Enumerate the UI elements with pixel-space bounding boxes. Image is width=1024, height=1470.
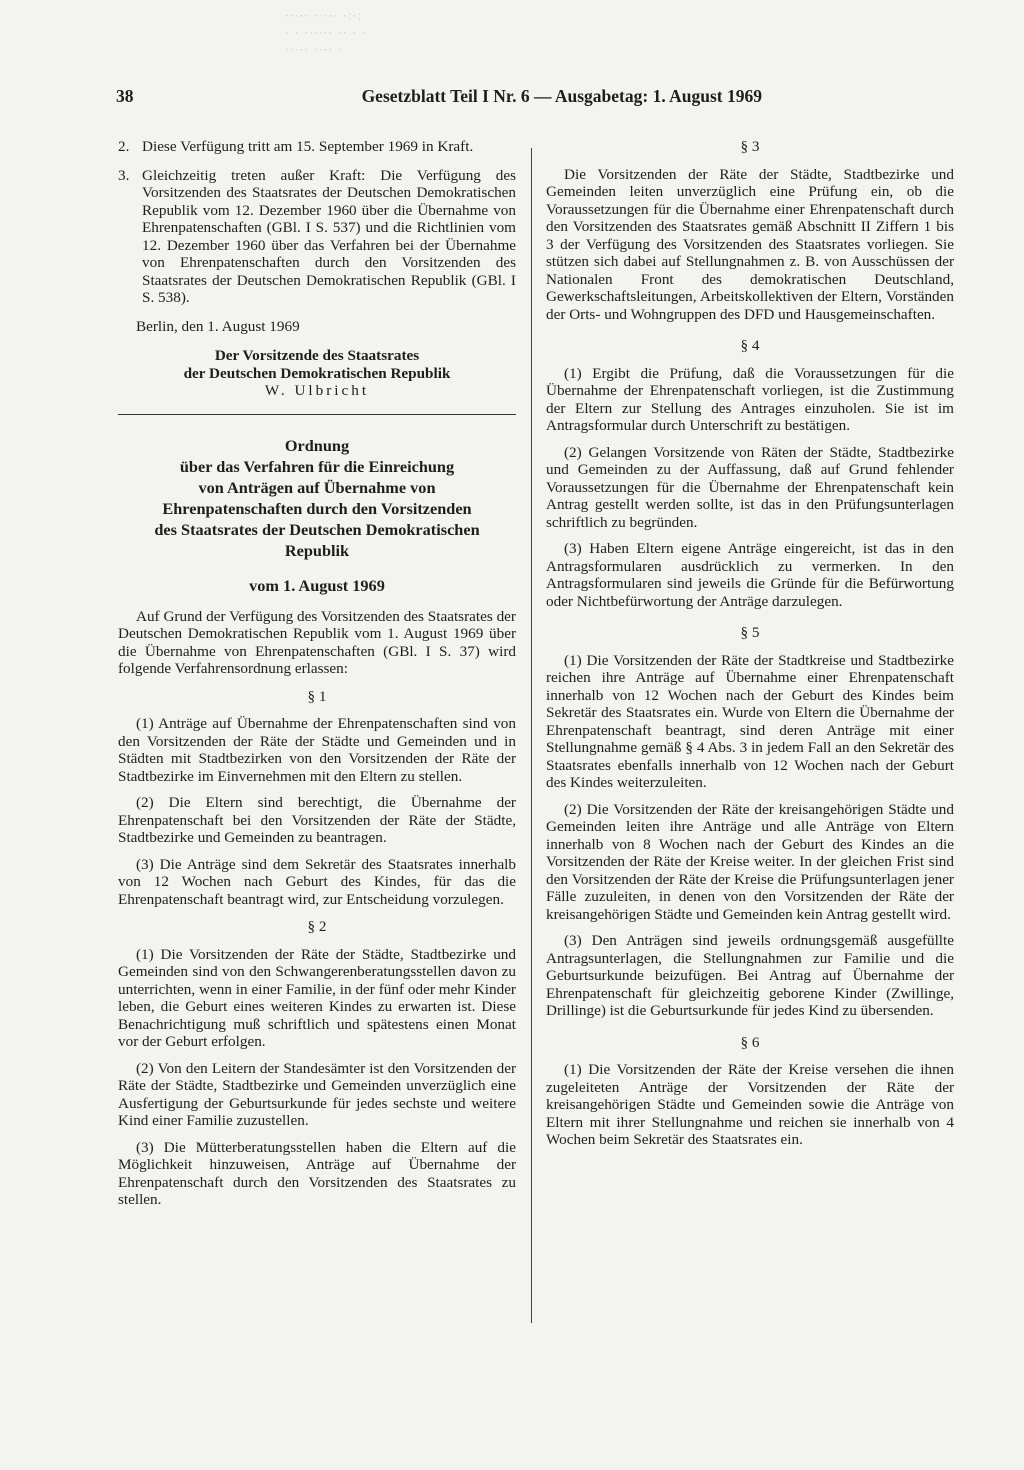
paragraph: (3) Die Anträge sind dem Sekretär des Staatsrates innerhalb von 12 Wochen nach Geburt des Kindes, für das die Ehrenpatenschaft beantragt wird, zur Entscheidung vorzulegen. (118, 855, 516, 908)
order-title-line: Ehrenpatenschaften durch den Vorsitzenden (162, 498, 472, 518)
stamp-line: ····· · ··· ·:·: (285, 9, 363, 23)
paragraph: Die Vorsitzenden der Räte der Städte, Stadtbezirke und Gemeinden leiten unverzüglich eine Prüfung ein, ob die Voraussetzungen für die Übernahme einer Ehrenpatenschaft durch den Vorsitzenden des Staatsrates gemäß Abschnitt II Ziffern 1 bis 3 der Verfügung des Vorsitzenden des Staatsrates vorliegen. Sie stützen sich dabei auf Stellungnahmen z. B. von Ausschüssen der Nationalen Front des demokratischen Deutschland, Gewerkschaftsleitungen, Arbeitskollektiven der Eltern, Vorständen der Orts- und Wohngruppen des DFD und Hausgemeinschaften. (546, 165, 954, 323)
paragraph: (2) Die Vorsitzenden der Räte der kreisangehörigen Städte und Gemeinden leiten ihre Anträge und alle Anträge von Eltern innerhalb von 8 Wochen nach der Geburt des Kindes an die Vorsitzenden der Räte der Kreise weiter. In der gleichen Frist sind den Vorsitzenden der Räte der Kreise die Prüfungsunterlagen jener Fälle zuzuleiten, in denen von den Vorsitzenden der Räte der kreisangehörigen Städte und Gemeinden kein Antrag gestellt wird. (546, 800, 954, 923)
paragraph: (3) Haben Eltern eigene Anträge eingereicht, ist das in den Antragsformularen ausdrücklich zu vermerken. In den Antragsformularen sind jeweils die Gründe für die Befürwortung oder Nichtbefürwortung der Anträge darzulegen. (546, 540, 954, 610)
section-heading-3: § 3 (740, 138, 760, 155)
order-title-line: des Staatsrates der Deutschen Demokratischen (154, 519, 480, 539)
preamble: Auf Grund der Verfügung des Vorsitzenden des Staatsrates der Deutschen Demokratischen Republik vom 1. August 1969 über die Übernahme von Ehrenpatenschaften (GBl. I S. 37) wird folgende Verfahrensordnung erlassen: (118, 607, 516, 677)
left-column (118, 138, 516, 1209)
order-title (118, 435, 516, 561)
section-heading-5: § 5 (740, 624, 760, 641)
signer-name: W. Ulbricht (264, 382, 370, 399)
paragraph: (3) Den Anträgen sind jeweils ordnungsgemäß ausgefüllte Antragsunterlagen, die Stellungnahmen zur Familie und die Geburtsurkunde beizufügen. Bei Antrag auf Übernahme der Ehrenpatenschaft für gleichzeitig geborene Kinder (Zwillinge, Drillinge) ist die Geburtsurkunde für jedes Kind zu übersenden. (546, 932, 954, 1019)
order-title-line: über das Verfahren für die Einreichung (179, 456, 455, 476)
paragraph: (1) Ergibt die Prüfung, daß die Voraussetzungen für die Übernahme der Ehrenpatenschaft vorliegen, ist die Zustimmung der Eltern zur Stellung des Antrages einzuholen. Sie ist im Antragsformular durch Unterschrift zu bestätigen. (546, 364, 954, 434)
right-column (546, 138, 954, 1149)
order-title-line: Republik (284, 540, 350, 560)
order-title-line: von Anträgen auf Übernahme von (198, 477, 436, 497)
paragraph: (1) Die Vorsitzenden der Räte der Städte, Stadtbezirke und Gemeinden sind von den Schwangerenberatungsstellen davon zu unterrichten, wenn in einer Familie, in der fünf oder mehr Kinder leben, die Geburt eines weiteren Kindes zu erwarten ist. Diese Benachrichtigung muß schriftlich und spätestens einen Monat vor der Geburt erfolgen. (118, 945, 516, 1050)
decree-item-2 (118, 138, 516, 156)
paragraph: (3) Die Mütterberatungsstellen haben die Eltern auf die Möglichkeit hinzuweisen, Anträge auf Übernahme der Ehrenpatenschaft durch den Vorsitzenden des Staatsrates zu stellen. (118, 1138, 516, 1208)
order-date: vom 1. August 1969 (249, 575, 385, 595)
item-number: 3. (118, 166, 130, 184)
item-text: Diese Verfügung tritt am 15. September 1969 in Kraft. (142, 138, 474, 155)
faded-stamp (285, 8, 485, 78)
item-number: 2. (118, 138, 130, 155)
stamp-line: · · ······ ·· · · (285, 26, 367, 40)
item-text: Gleichzeitig treten außer Kraft: Die Verfügung des Vorsitzenden des Staatsrates der Deutschen Demokratischen Republik vom 12. Dezember 1960 über die Übernahme von Ehrenpatenschaften (GBl. I S. 537) und die Richtlinien vom 12. Dezember 1960 über das Verfahren bei der Übernahme von Ehrenpatenschaften durch den Vorsitzenden des Staatsrates der Deutschen Demokratischen Republik (GBl. I S. 538). (142, 166, 516, 306)
page-header (116, 86, 762, 110)
column-divider (531, 148, 532, 1323)
section-divider (118, 414, 516, 415)
place-date: Berlin, den 1. August 1969 (136, 317, 300, 335)
paragraph: (1) Die Vorsitzenden der Räte der Stadtkreise und Stadtbezirke reichen ihre Anträge auf Übernahme einer Ehrenpatenschaft innerhalb von 12 Wochen nach der Geburt des Kindes beim Sekretär des Staatsrates ein. Wurde von Eltern die Übernahme der Ehrenpatenschaft beantragt, sind deren Anträge mit einer Stellungnahme gemäß § 4 Abs. 3 in jedem Fall an den Sekretär des Staatsrates ebenfalls innerhalb von 12 Wochen nach der Geburt des Kindes weiterzuleiten. (546, 651, 954, 791)
section-heading-1: § 1 (307, 687, 327, 705)
paragraph: (2) Von den Leitern der Standesämter ist den Vorsitzenden der Räte der Städte, Stadtbezirke und Gemeinden unverzüglich eine Ausfertigung der Geburtsurkunde für jedes sechste und weitere Kind einer Familie zuzustellen. (118, 1059, 516, 1129)
paragraph: (2) Gelangen Vorsitzende von Räten der Städte, Stadtbezirke und Gemeinden zu der Auffassung, daß auf Grund fehlender Voraussetzungen für die Übernahme der Ehrenpatenschaft kein Antrag gestellt werden sollte, ist das in den Prüfungsunterlagen schriftlich zu begründen. (546, 443, 954, 531)
section-heading-2: § 2 (307, 918, 327, 935)
section-heading-6: § 6 (740, 1033, 760, 1051)
gazette-title: Gesetzblatt Teil I Nr. 6 — Ausgabetag: 1. August 1969 (361, 86, 762, 106)
signer-title-2: der Deutschen Demokratischen Republik (183, 364, 451, 382)
paragraph: (2) Die Eltern sind berechtigt, die Übernahme der Ehrenpatenschaft bei den Vorsitzenden der Räte der Städte, Stadtbezirke und Gemeinden zu beantragen. (118, 794, 516, 846)
order-title-line: Ordnung (284, 435, 350, 455)
signer-title-1: Der Vorsitzende des Staatsrates (214, 347, 420, 364)
paragraph: (1) Die Vorsitzenden der Räte der Kreise versehen die ihnen zugeleiteten Anträge der Vorsitzenden der Räte der kreisangehörigen Städte und Gemeinden sowie die Anträge von Eltern mit ihrer Stellungnahme und reichen sie innerhalb von 4 Wochen beim Sekretär des Staatsrates ein. (546, 1061, 954, 1148)
decree-item-3 (118, 167, 516, 307)
stamp-line: ····· ···· · (285, 43, 343, 57)
section-heading-4: § 4 (740, 337, 760, 354)
paragraph: (1) Anträge auf Übernahme der Ehrenpatenschaften sind von den Vorsitzenden der Räte der Städte und Gemeinden und in Städten mit Stadtbezirken von den Vorsitzenden der Räte der Stadtbezirke im Einvernehmen mit den Eltern zu stellen. (118, 715, 516, 785)
page-number: 38 (116, 86, 134, 106)
